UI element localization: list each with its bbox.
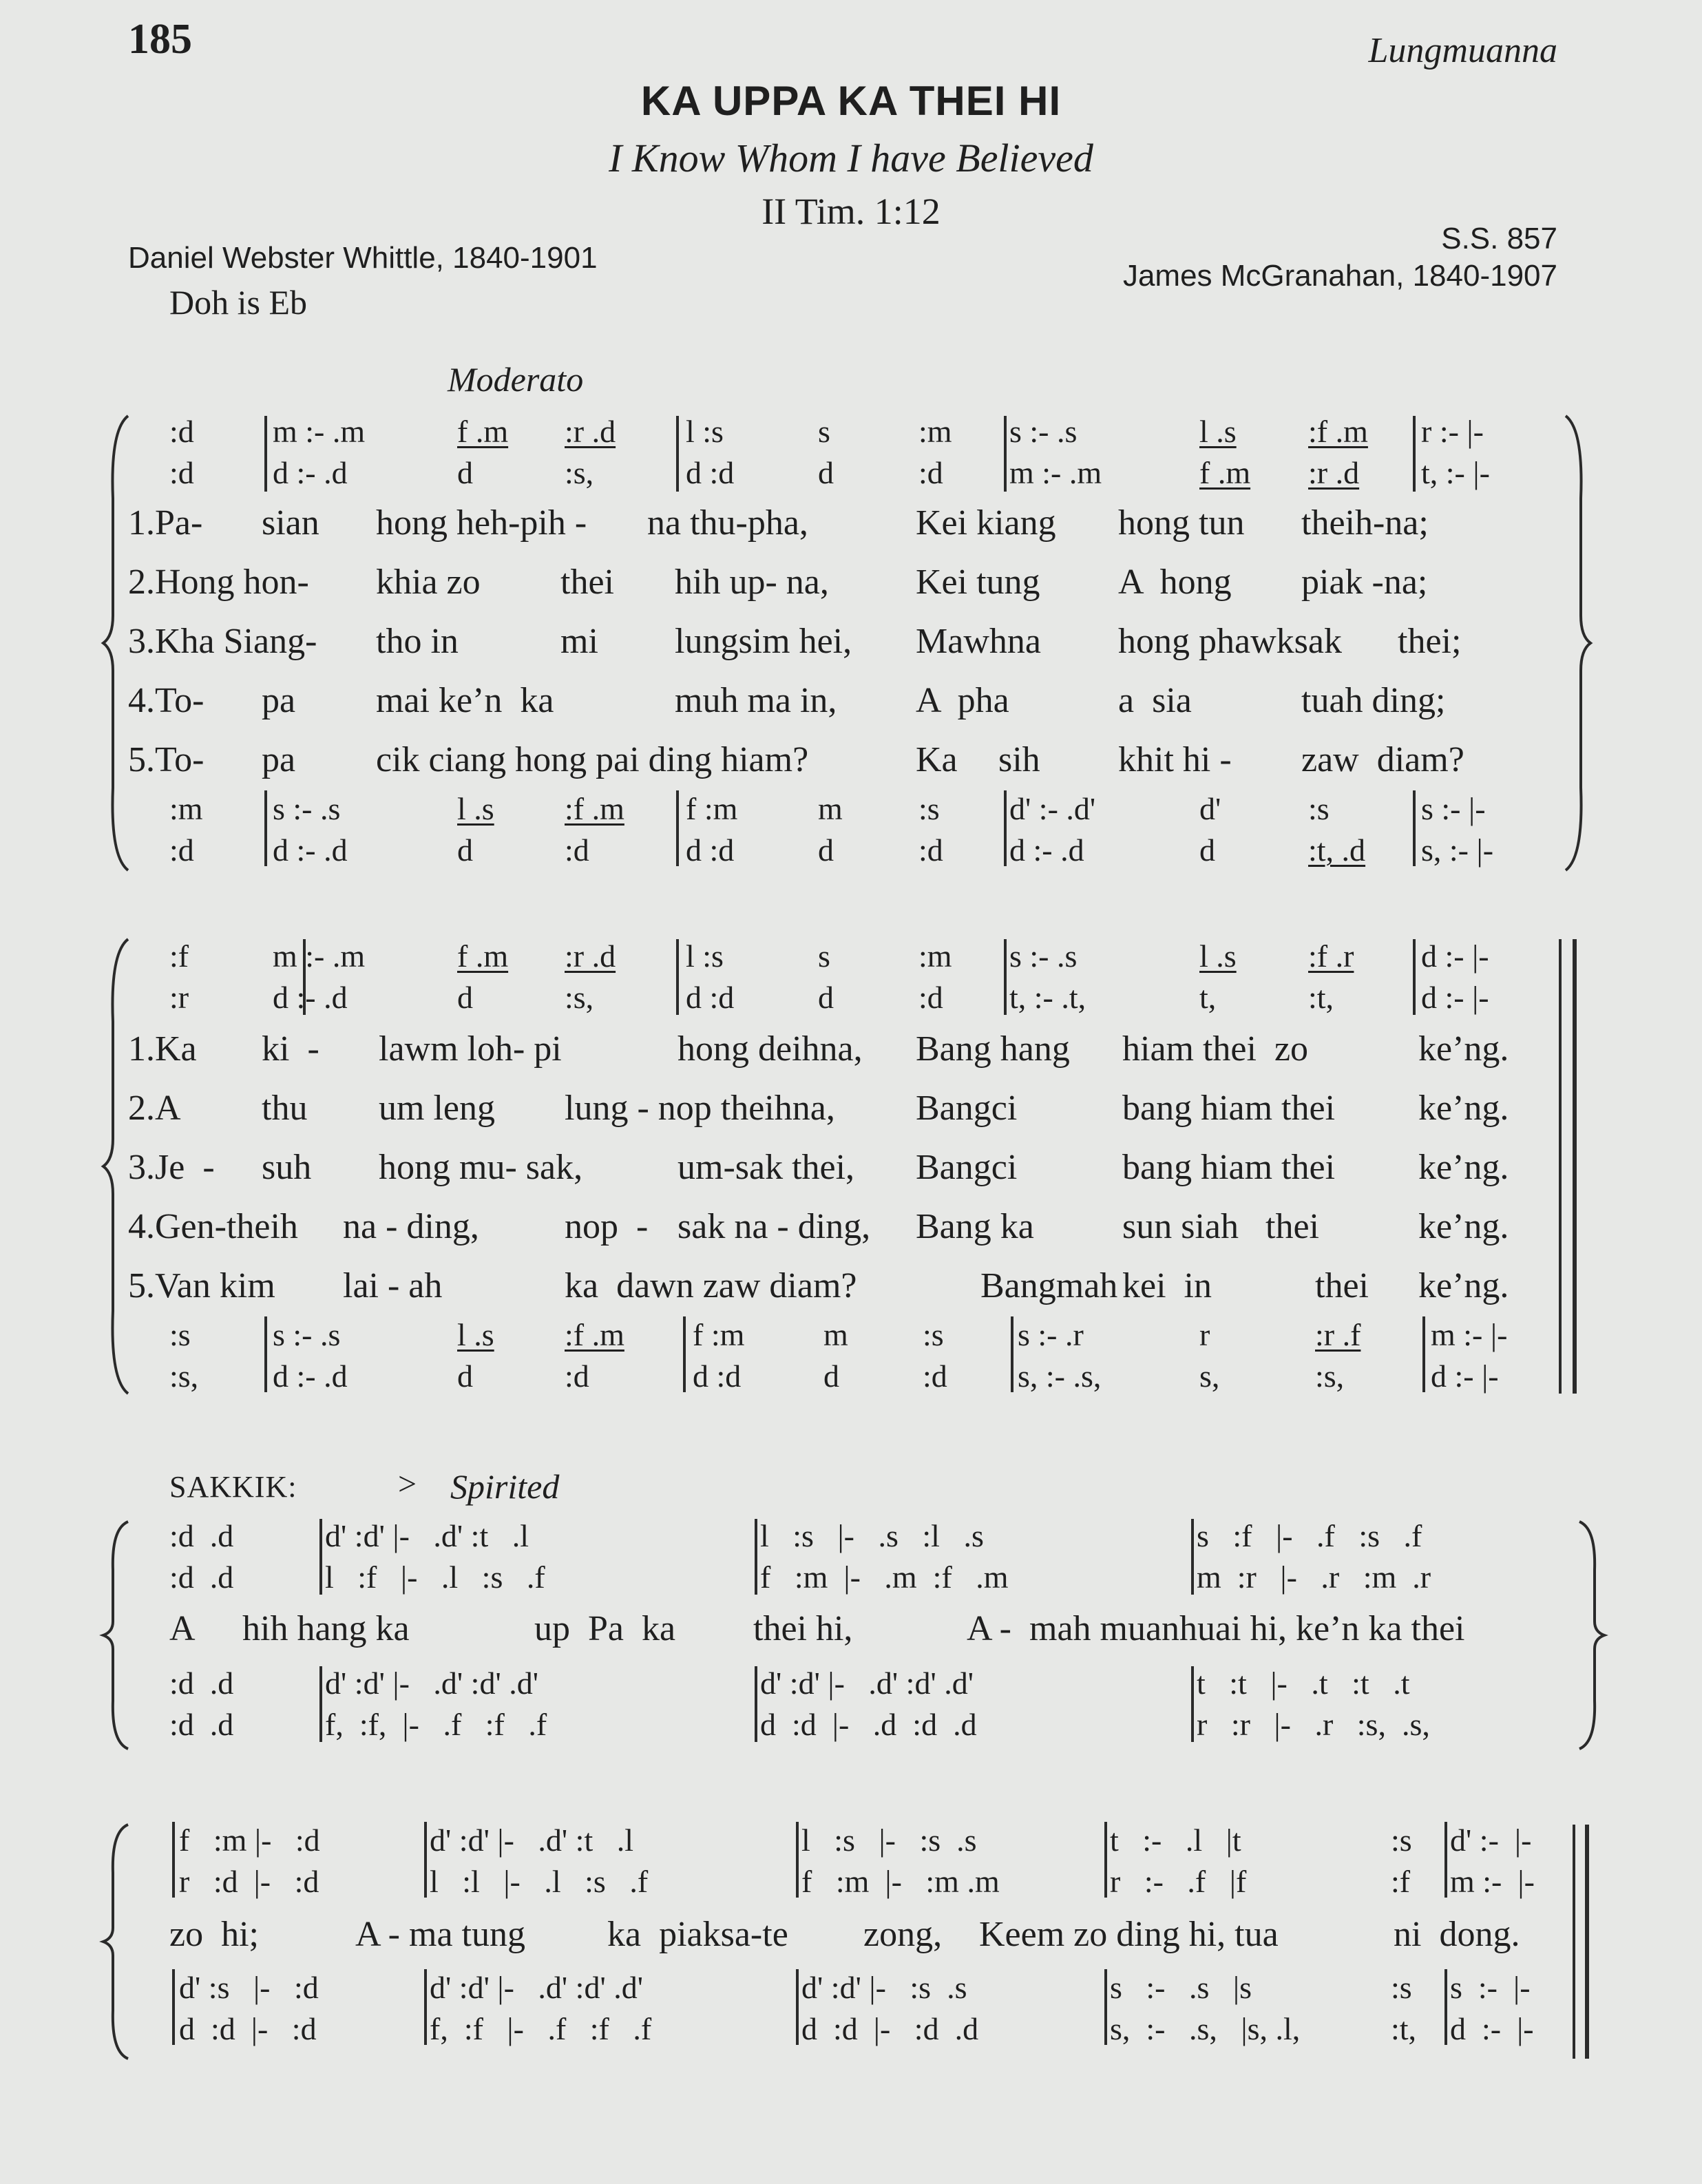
note-group: :m: [169, 791, 203, 826]
note-group: l :f |- .l :s .f: [325, 1560, 545, 1595]
note-group: d' :- |-: [1450, 1823, 1532, 1858]
note-group: d :- |-: [1450, 2011, 1534, 2046]
lyric-syllable: zo hi;: [169, 1915, 259, 1954]
note-group: s :- .s: [1009, 938, 1078, 974]
note-group: d :d |- .d :d .d: [760, 1707, 977, 1742]
barline: [172, 1822, 175, 1898]
note-group: :d: [169, 455, 194, 490]
accent-mark: >: [398, 1466, 417, 1502]
note-group: :s: [923, 1317, 944, 1352]
lyric-syllable: tuah ding;: [1301, 681, 1446, 720]
note-group: :s,: [1315, 1358, 1345, 1394]
note-group: d: [457, 455, 473, 490]
note-group: d: [1199, 832, 1215, 868]
lyric-syllable: hong phawksak: [1118, 622, 1342, 661]
lyric-syllable: 1.Ka: [128, 1029, 197, 1069]
lyric-syllable: 4.To-: [128, 681, 204, 720]
page-number: 185: [128, 16, 192, 63]
lyric-syllable: A: [169, 1609, 196, 1648]
note-group: d :- .d: [273, 832, 348, 868]
lyric-syllable: hih up- na,: [675, 563, 829, 602]
note-group: :r .d: [565, 414, 616, 449]
note-group: m :- .m: [273, 938, 366, 974]
note-group: l :l |- .l :s .f: [430, 1864, 649, 1899]
lyric-syllable: ke’ng.: [1418, 1148, 1509, 1187]
note-group: :t,: [1391, 2011, 1417, 2046]
lyric-syllable: hong mu- sak,: [379, 1148, 583, 1187]
lyric-syllable: Bangci: [916, 1089, 1018, 1128]
barline: [172, 1969, 175, 2045]
note-group: r :- |-: [1421, 414, 1484, 449]
note-group: :d: [918, 455, 943, 490]
barline: [683, 1316, 686, 1392]
note-group: :r .d: [565, 938, 616, 974]
note-group: s,: [1199, 1358, 1220, 1394]
note-group: :f .m: [565, 791, 624, 826]
note-group: d' :d' |- .d' :t .l: [430, 1823, 634, 1858]
note-group: d :- .d: [273, 455, 348, 490]
lyric-syllable: ka dawn zaw diam?: [565, 1266, 857, 1305]
note-group: f :m: [693, 1317, 745, 1352]
lyric-syllable: zong,: [863, 1915, 943, 1954]
key-signature: Doh is Eb: [169, 283, 307, 322]
note-group: d: [818, 832, 834, 868]
note-group: :s: [1391, 1823, 1412, 1858]
note-group: :m: [918, 938, 952, 974]
note-group: r: [1199, 1317, 1210, 1352]
lyric-syllable: A - ma tung: [355, 1915, 525, 1954]
lyric-syllable: kei in: [1122, 1266, 1212, 1305]
scripture-reference: II Tim. 1:12: [761, 191, 941, 232]
barline: [676, 416, 679, 492]
note-group: :d: [918, 832, 943, 868]
note-group: :f .m: [565, 1317, 624, 1352]
barline: [424, 1822, 427, 1898]
note-group: :d .d: [169, 1518, 234, 1553]
lyric-syllable: suh: [262, 1148, 312, 1187]
lyric-syllable: Bangci: [916, 1148, 1018, 1187]
lyric-syllable: hong heh-pih -: [376, 503, 587, 543]
barline: [796, 1969, 799, 2045]
lyric-syllable: ke’ng.: [1418, 1029, 1509, 1069]
lyric-syllable: sih: [998, 740, 1040, 779]
note-group: m: [823, 1317, 848, 1352]
note-group: m :- .m: [273, 414, 366, 449]
note-group: l .s: [457, 791, 494, 826]
lyric-syllable: Bang ka: [916, 1207, 1034, 1246]
lyric-syllable: muh ma in,: [675, 681, 837, 720]
lyric-syllable: up Pa ka: [534, 1609, 676, 1648]
barline: [676, 939, 679, 1015]
note-group: d :- |-: [1431, 1358, 1499, 1394]
note-group: :s: [918, 791, 940, 826]
lyric-syllable: pa: [262, 681, 296, 720]
lyric-syllable: A - mah muanhuai hi, ke’n ka thei: [967, 1609, 1465, 1648]
tempo-marking: Spirited: [450, 1467, 560, 1506]
lyric-syllable: 5.Van kim: [128, 1266, 275, 1305]
lyric-syllable: theih-na;: [1301, 503, 1429, 543]
lyric-syllable: 3.Je -: [128, 1148, 215, 1187]
lyric-syllable: bang hiam thei: [1122, 1089, 1336, 1128]
lyric-syllable: mai ke’n ka: [376, 681, 554, 720]
note-group: :m: [918, 414, 952, 449]
barline: [1004, 790, 1007, 866]
lyric-syllable: lai - ah: [343, 1266, 443, 1305]
note-group: :d .d: [169, 1707, 234, 1742]
barline: [1191, 1519, 1194, 1595]
note-group: l :s: [686, 938, 724, 974]
lyric-syllable: ke’ng.: [1418, 1266, 1509, 1305]
left-brace: [103, 1825, 131, 2059]
note-group: :d: [918, 980, 943, 1015]
lyric-syllable: thei: [560, 563, 614, 602]
note-group: :s,: [565, 980, 594, 1015]
barline: [1004, 416, 1007, 492]
hymn-subtitle: I Know Whom I have Believed: [609, 136, 1093, 180]
note-group: f :m |- :d: [179, 1823, 320, 1858]
barline: [424, 1969, 427, 2045]
note-group: s, :- .s,: [1018, 1358, 1102, 1394]
lyric-syllable: piak -na;: [1301, 563, 1428, 602]
note-group: d :d |- :d: [179, 2011, 317, 2046]
barline: [1104, 1822, 1107, 1898]
barline: [1444, 1969, 1447, 2045]
note-group: l .s: [1199, 938, 1237, 974]
note-group: d: [818, 980, 834, 1015]
note-group: d :- |-: [1421, 980, 1489, 1015]
right-brace: [1577, 1522, 1604, 1749]
note-group: :f: [169, 938, 189, 974]
right-brace: [1563, 416, 1590, 870]
lyric-syllable: ka piaksa-te: [607, 1915, 788, 1954]
note-group: d :d: [686, 980, 735, 1015]
note-group: d' :d' |- :s .s: [801, 1970, 967, 2005]
left-brace: [103, 1522, 131, 1749]
note-group: t, :- .t,: [1009, 980, 1086, 1015]
barline: [1104, 1969, 1107, 2045]
barline: [755, 1666, 757, 1742]
lyric-syllable: ke’ng.: [1418, 1207, 1509, 1246]
lyric-syllable: pa: [262, 740, 296, 779]
barline: [319, 1519, 322, 1595]
note-group: m :- |-: [1431, 1317, 1508, 1352]
lyric-syllable: hiam thei zo: [1122, 1029, 1309, 1069]
note-group: l :s: [686, 414, 724, 449]
hymn-title: KA UPPA KA THEI HI: [640, 78, 1062, 124]
lyric-syllable: Kei kiang: [916, 503, 1056, 543]
barline: [1413, 939, 1416, 1015]
note-group: l .s: [457, 1317, 494, 1352]
note-group: d' :d' |- .d' :d' .d': [760, 1666, 974, 1701]
note-group: :r .d: [1308, 455, 1360, 490]
note-group: r :d |- :d: [179, 1864, 319, 1899]
note-group: f :m |- .m :f .m: [760, 1560, 1009, 1595]
lyric-syllable: um leng: [379, 1089, 495, 1128]
note-group: s :- |-: [1421, 791, 1486, 826]
note-group: d' :- .d': [1009, 791, 1096, 826]
barline: [264, 1316, 267, 1392]
note-group: d' :d' |- .d' :t .l: [325, 1518, 529, 1553]
barline: [1413, 416, 1416, 492]
note-group: f .m: [457, 414, 509, 449]
note-group: f, :f, |- .f :f .f: [325, 1707, 547, 1742]
final-barline: [1573, 1825, 1575, 2059]
lyric-syllable: sun siah thei: [1122, 1207, 1319, 1246]
lyric-syllable: hong tun: [1118, 503, 1245, 543]
note-group: :d: [169, 414, 194, 449]
left-brace: [103, 416, 131, 870]
lyric-syllable: thei;: [1398, 622, 1462, 661]
note-group: r :- .f |f: [1110, 1864, 1247, 1899]
lyric-syllable: A hong: [1118, 563, 1232, 602]
lyric-syllable: Kei tung: [916, 563, 1040, 602]
lyric-syllable: cik ciang hong pai ding hiam?: [376, 740, 809, 779]
lyric-syllable: hong deihna,: [677, 1029, 863, 1069]
lyric-syllable: sak na - ding,: [677, 1207, 871, 1246]
ss-number: S.S. 857: [1441, 222, 1557, 255]
note-group: f :m |- :m .m: [801, 1864, 1000, 1899]
lyric-syllable: Bangmah: [980, 1266, 1118, 1305]
note-group: s :f |- .f :s .f: [1197, 1518, 1422, 1553]
note-group: :d: [565, 832, 589, 868]
note-group: l .s: [1199, 414, 1237, 449]
note-group: :d .d: [169, 1666, 234, 1701]
note-group: d :d: [686, 832, 735, 868]
note-group: t :- .l |t: [1110, 1823, 1241, 1858]
lyric-syllable: Bang hang: [916, 1029, 1070, 1069]
lyric-syllable: 3.Kha Siang-: [128, 622, 317, 661]
note-group: :r: [169, 980, 189, 1015]
lyric-syllable: mi: [560, 622, 598, 661]
tempo-marking: Moderato: [448, 360, 584, 399]
note-group: :f .m: [1308, 414, 1368, 449]
barline: [1422, 1316, 1425, 1392]
lyric-syllable: lawm loh- pi: [379, 1029, 562, 1069]
lyric-syllable: ki -: [262, 1029, 319, 1069]
note-group: f :m: [686, 791, 738, 826]
note-group: m :r |- .r :m .r: [1197, 1560, 1431, 1595]
note-group: m :- .m: [1009, 455, 1102, 490]
lyric-syllable: na - ding,: [343, 1207, 479, 1246]
note-group: f .m: [457, 938, 509, 974]
note-group: t :t |- .t :t .t: [1197, 1666, 1410, 1701]
note-group: d: [457, 1358, 473, 1394]
note-group: r :r |- .r :s, .s,: [1197, 1707, 1430, 1742]
lyric-syllable: thei hi,: [753, 1609, 853, 1648]
running-head: Lungmuanna: [1368, 31, 1557, 70]
lyric-syllable: ni dong.: [1394, 1915, 1520, 1954]
lyric-syllable: 5.To-: [128, 740, 204, 779]
note-group: d :- |-: [1421, 938, 1489, 974]
lyric-syllable: um-sak thei,: [677, 1148, 855, 1187]
composer: James McGranahan, 1840-1907: [1122, 259, 1557, 293]
lyric-syllable: hih hang ka: [242, 1609, 410, 1648]
note-group: d': [1199, 791, 1221, 826]
lyric-syllable: 1.Pa-: [128, 503, 203, 543]
note-group: l :s |- .s :l .s: [760, 1518, 984, 1553]
barline: [319, 1666, 322, 1742]
lyric-syllable: na thu-pha,: [647, 503, 808, 543]
lyric-syllable: 4.Gen-theih: [128, 1207, 298, 1246]
note-group: d :d |- :d .d: [801, 2011, 979, 2046]
note-group: s :- .s: [273, 1317, 341, 1352]
note-group: s, :- |-: [1421, 832, 1494, 868]
note-group: d :- .d: [273, 980, 348, 1015]
note-group: d' :d' |- .d' :d' .d': [430, 1970, 644, 2005]
note-group: :f .r: [1308, 938, 1354, 974]
lyric-syllable: nop -: [565, 1207, 649, 1246]
note-group: s :- .s |s: [1110, 1970, 1252, 2005]
note-group: :d .d: [169, 1560, 234, 1595]
note-group: t,: [1199, 980, 1217, 1015]
note-group: s :- .s: [1009, 414, 1078, 449]
final-barline: [1559, 939, 1562, 1394]
lyric-syllable: lung - nop theihna,: [565, 1089, 835, 1128]
chorus-label: SAKKIK:: [169, 1470, 297, 1504]
left-brace: [103, 939, 131, 1394]
note-group: t, :- |-: [1421, 455, 1490, 490]
barline: [676, 790, 679, 866]
final-barline: [1573, 939, 1577, 1394]
barline: [755, 1519, 757, 1595]
note-group: :t, .d: [1308, 832, 1366, 868]
barline: [1191, 1666, 1194, 1742]
note-group: d: [818, 455, 834, 490]
note-group: :s,: [169, 1358, 199, 1394]
lyric-syllable: tho in: [376, 622, 459, 661]
lyric-syllable: khit hi -: [1118, 740, 1232, 779]
note-group: d :- .d: [1009, 832, 1084, 868]
note-group: :s: [169, 1317, 191, 1352]
barline: [1413, 790, 1416, 866]
barline: [796, 1822, 799, 1898]
note-group: :d: [923, 1358, 947, 1394]
note-group: m: [818, 791, 843, 826]
lyric-syllable: a sia: [1118, 681, 1192, 720]
note-group: m :- |-: [1450, 1864, 1535, 1899]
barline: [1011, 1316, 1013, 1392]
note-group: d: [823, 1358, 839, 1394]
note-group: d :- .d: [273, 1358, 348, 1394]
barline: [1004, 939, 1007, 1015]
barline: [1444, 1822, 1447, 1898]
lyric-syllable: ke’ng.: [1418, 1089, 1509, 1128]
note-group: :s,: [565, 455, 594, 490]
note-group: s :- |-: [1450, 1970, 1531, 2005]
note-group: s: [818, 414, 830, 449]
note-group: :f: [1391, 1864, 1411, 1899]
note-group: l :s |- :s .s: [801, 1823, 977, 1858]
note-group: d: [457, 832, 473, 868]
note-group: s: [818, 938, 830, 974]
barline: [264, 416, 267, 492]
lyric-syllable: zaw diam?: [1301, 740, 1464, 779]
lyricist: Daniel Webster Whittle, 1840-1901: [128, 241, 598, 275]
lyric-syllable: lungsim hei,: [675, 622, 852, 661]
note-group: d: [457, 980, 473, 1015]
lyric-syllable: Keem zo ding hi, tua: [979, 1915, 1279, 1954]
note-group: d' :s |- :d: [179, 1970, 319, 2005]
lyric-syllable: 2.A: [128, 1089, 181, 1128]
final-barline: [1585, 1825, 1589, 2059]
lyric-syllable: khia zo: [376, 563, 481, 602]
note-group: f, :f |- .f :f .f: [430, 2011, 652, 2046]
note-group: :s: [1391, 1970, 1412, 2005]
lyric-syllable: 2.Hong hon-: [128, 563, 309, 602]
note-group: s, :- .s, |s, .l,: [1110, 2011, 1301, 2046]
note-group: :s: [1308, 791, 1330, 826]
note-group: s :- .r: [1018, 1317, 1084, 1352]
note-group: :t,: [1308, 980, 1334, 1015]
note-group: f .m: [1199, 455, 1251, 490]
note-group: d :d: [686, 455, 735, 490]
note-group: d :d: [693, 1358, 742, 1394]
note-group: d' :d' |- .d' :d' .d': [325, 1666, 539, 1701]
note-group: :d: [565, 1358, 589, 1394]
note-group: :d: [169, 832, 194, 868]
lyric-syllable: A pha: [916, 681, 1009, 720]
lyric-syllable: thu: [262, 1089, 308, 1128]
lyric-syllable: bang hiam thei: [1122, 1148, 1336, 1187]
lyric-syllable: sian: [262, 503, 319, 543]
barline: [264, 790, 267, 866]
lyric-syllable: Ka: [916, 740, 958, 779]
note-group: s :- .s: [273, 791, 341, 826]
note-group: :r .f: [1315, 1317, 1361, 1352]
lyric-syllable: thei: [1315, 1266, 1369, 1305]
lyric-syllable: Mawhna: [916, 622, 1041, 661]
